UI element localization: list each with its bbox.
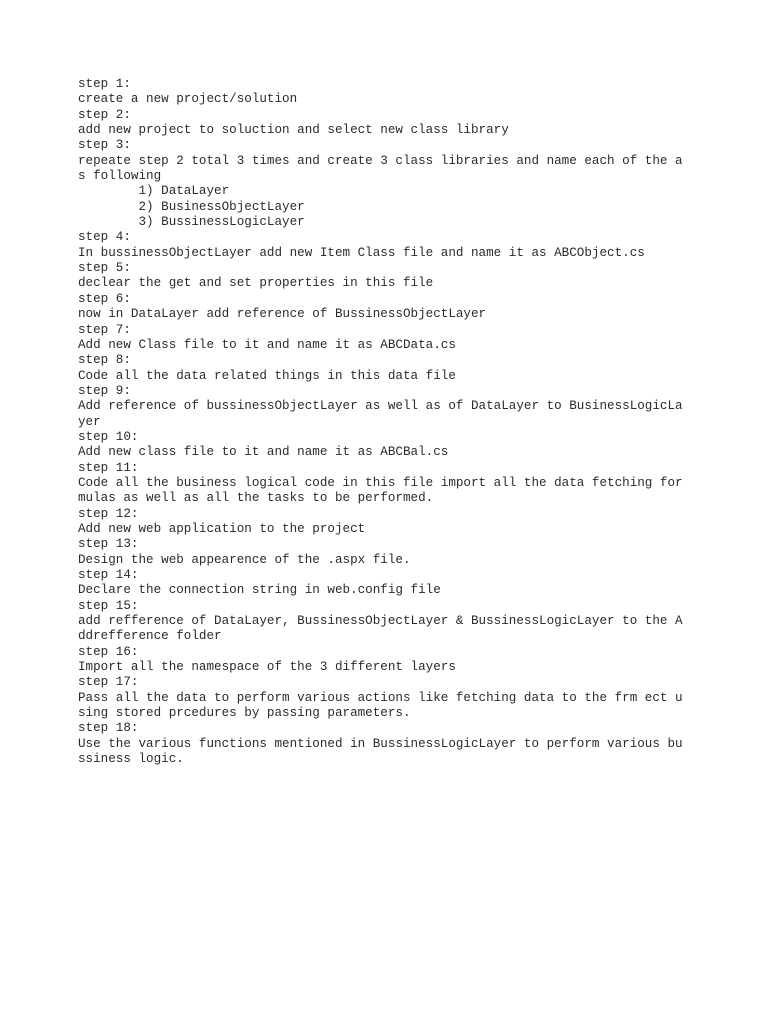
text-line: sing stored prcedures by passing parameters.: [78, 706, 411, 721]
text-line: In bussinessObjectLayer add new Item Class file and name it as ABCObject.cs: [78, 245, 645, 260]
text-line: step 7:: [78, 322, 131, 337]
text-line: declear the get and set properties in this file: [78, 276, 434, 291]
text-line: step 8:: [78, 353, 131, 368]
text-line: Use the various functions mentioned in BussinessLogicLayer to perform various bu: [78, 736, 683, 751]
text-line: 2) BusinessObjectLayer: [78, 199, 305, 214]
text-line: ddrefference folder: [78, 629, 222, 644]
text-line: 1) DataLayer: [78, 184, 230, 199]
text-line: step 9:: [78, 383, 131, 398]
text-line: s following: [78, 169, 162, 184]
text-line: step 5:: [78, 261, 131, 276]
text-line: Add new class file to it and name it as ABCBal.cs: [78, 445, 449, 460]
text-line: repeate step 2 total 3 times and create 3 class libraries and name each of the a: [78, 153, 683, 168]
text-line: step 13:: [78, 537, 139, 552]
text-line: mulas as well as all the tasks to be performed.: [78, 491, 434, 506]
text-line: step 3:: [78, 138, 131, 153]
text-line: Code all the business logical code in this file import all the data fetching for: [78, 475, 683, 490]
text-line: step 10:: [78, 429, 139, 444]
text-line: step 18:: [78, 721, 139, 736]
text-line: step 6:: [78, 291, 131, 306]
document-text: [78, 77, 698, 767]
text-line: step 17:: [78, 675, 139, 690]
text-line: step 12:: [78, 506, 139, 521]
text-line: step 15:: [78, 598, 139, 613]
text-line: yer: [78, 414, 101, 429]
text-line: Add reference of bussinessObjectLayer as well as of DataLayer to BusinessLogicLa: [78, 399, 683, 414]
text-line: add refference of DataLayer, BussinessObjectLayer & BussinessLogicLayer to the A: [78, 614, 683, 629]
text-line: Code all the data related things in this data file: [78, 368, 456, 383]
text-line: step 14:: [78, 568, 139, 582]
text-line: Pass all the data to perform various actions like fetching data to the frm ect u: [78, 690, 683, 705]
text-line: Add new Class file to it and name it as ABCData.cs: [78, 337, 456, 352]
text-line: Design the web appearence of the .aspx file.: [78, 552, 411, 567]
text-line: step 4:: [78, 230, 131, 245]
text-line: create a new project/solution: [78, 92, 298, 107]
text-line: step 11:: [78, 460, 139, 475]
text-line: step 2:: [78, 107, 131, 122]
text-line: Import all the namespace of the 3 different layers: [78, 660, 456, 675]
text-line: Add new web application to the project: [78, 521, 366, 536]
text-line: step 1:: [78, 77, 131, 91]
text-line: add new project to soluction and select new class library: [78, 123, 509, 138]
text-line: now in DataLayer add reference of BussinessObjectLayer: [78, 307, 487, 322]
text-line: ssiness logic.: [78, 752, 184, 767]
text-line: step 16:: [78, 644, 139, 659]
text-line: 3) BussinessLogicLayer: [78, 215, 305, 230]
text-line: Declare the connection string in web.config file: [78, 583, 441, 598]
